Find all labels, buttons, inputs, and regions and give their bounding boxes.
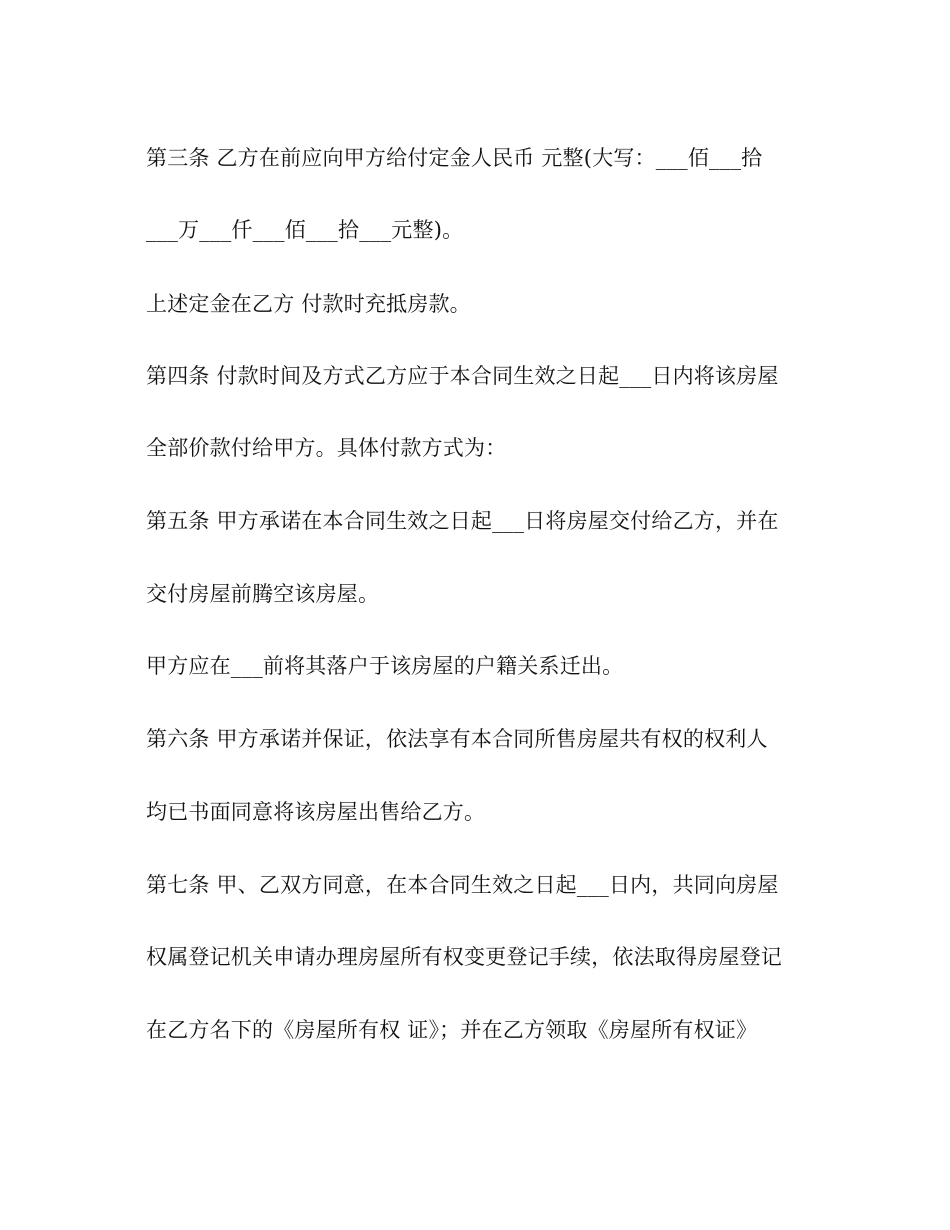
article-7-line-1: 第七条 甲、乙双方同意，在本合同生效之日起___日内，共同向房屋 [146, 873, 779, 897]
article-4-line-1: 第四条 付款时间及方式乙方应于本合同生效之日起___日内将该房屋 [146, 364, 779, 388]
article-7-line-2: 权属登记机关申请办理房屋所有权变更登记手续，依法取得房屋登记 [146, 945, 782, 969]
article-5-line-2: 交付房屋前腾空该房屋。 [146, 582, 380, 606]
household-transfer-line: 甲方应在___前将其落户于该房屋的户籍关系迁出。 [146, 654, 624, 678]
article-6-line-1: 第六条 甲方承诺并保证，依法享有本合同所售房屋共有权的权利人 [146, 727, 768, 751]
deposit-offset-line: 上述定金在乙方 付款时充抵房款。 [146, 292, 471, 316]
article-3-line-1: 第三条 乙方在前应向甲方给付定金人民币 元整(大写：___佰___拾 [146, 146, 763, 170]
article-4-line-2: 全部价款付给甲方。具体付款方式为： [146, 436, 507, 460]
article-3-line-2: ___万___仟___佰___拾___元整)。 [146, 218, 464, 242]
article-7-line-3: 在乙方名下的《房屋所有权 证》；并在乙方领取《房屋所有权证》 [146, 1018, 758, 1042]
article-5-line-1: 第五条 甲方承诺在本合同生效之日起___日将房屋交付给乙方，并在 [146, 509, 779, 533]
article-6-line-2: 均已书面同意将该房屋出售给乙方。 [146, 800, 486, 824]
